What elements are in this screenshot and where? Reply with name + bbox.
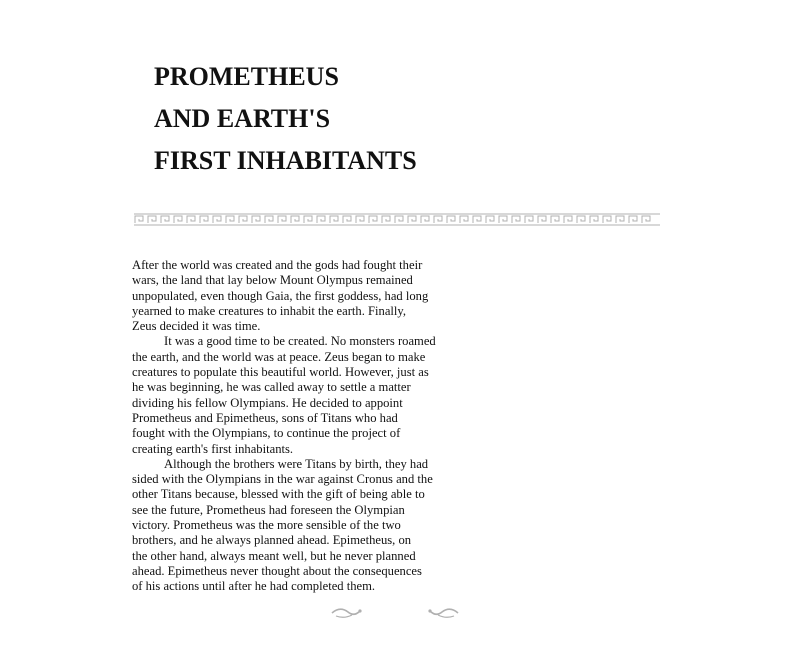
- paragraph-1-line: yearned to make creatures to inhabit the earth. Finally,: [132, 303, 407, 318]
- paragraph-2-line: creating earth's first inhabitants.: [132, 441, 294, 456]
- paragraph-1-line: unpopulated, even though Gaia, the first goddess, had long: [132, 288, 429, 303]
- paragraph-3-line: the other hand, always meant well, but he never planned: [132, 548, 416, 563]
- paragraph-3-line: victory. Prometheus was the more sensible of the two: [132, 518, 401, 533]
- paragraph-2-line: dividing his fellow Olympians. He decided to appoint: [132, 395, 403, 410]
- chapter-title-line-3: FIRST INHABITANTS: [154, 146, 417, 175]
- chapter-title: [154, 56, 574, 182]
- paragraph-1-line: wars, the land that lay below Mount Olympus remained: [132, 273, 413, 288]
- paragraph-2-line: creatures to populate this beautiful world. However, just as: [132, 365, 429, 380]
- paragraph-2-line: he was beginning, he was called away to settle a matter: [132, 380, 411, 395]
- paragraph-3-line: sided with the Olympians in the war against Cronus and the: [132, 472, 433, 487]
- story-text: [132, 258, 532, 595]
- paragraph-2-line: the earth, and the world was at peace. Zeus began to make: [132, 349, 426, 364]
- paragraph-2-line: It was a good time to be created. No monsters roamed: [164, 334, 436, 349]
- paragraph-3-line: ahead. Epimetheus never thought about the consequences: [132, 563, 422, 578]
- paragraph-1-line: After the world was created and the gods had fought their: [132, 258, 423, 272]
- paragraph-3-line: brothers, and he always planned ahead. Epimetheus, on: [132, 533, 412, 548]
- paragraph-3-line: Although the brothers were Titans by birth, they had: [164, 456, 429, 471]
- paragraph-3-line: of his actions until after he had completed them.: [132, 579, 376, 594]
- paragraph-1-line: Zeus decided it was time.: [132, 319, 261, 334]
- chapter-title-line-1: PROMETHEUS: [154, 62, 339, 91]
- greek-key-border-icon: [134, 213, 660, 226]
- paragraph-2-line: fought with the Olympians, to continue the project of: [132, 426, 401, 441]
- chapter-title-line-2: AND EARTH'S: [154, 104, 331, 133]
- scroll-flourish-icon: [330, 604, 460, 620]
- paragraph-2-line: Prometheus and Epimetheus, sons of Titans who had: [132, 410, 398, 425]
- paragraph-3-line: other Titans because, blessed with the gift of being able to: [132, 487, 425, 502]
- paragraph-3-line: see the future, Prometheus had foreseen the Olympian: [132, 502, 405, 517]
